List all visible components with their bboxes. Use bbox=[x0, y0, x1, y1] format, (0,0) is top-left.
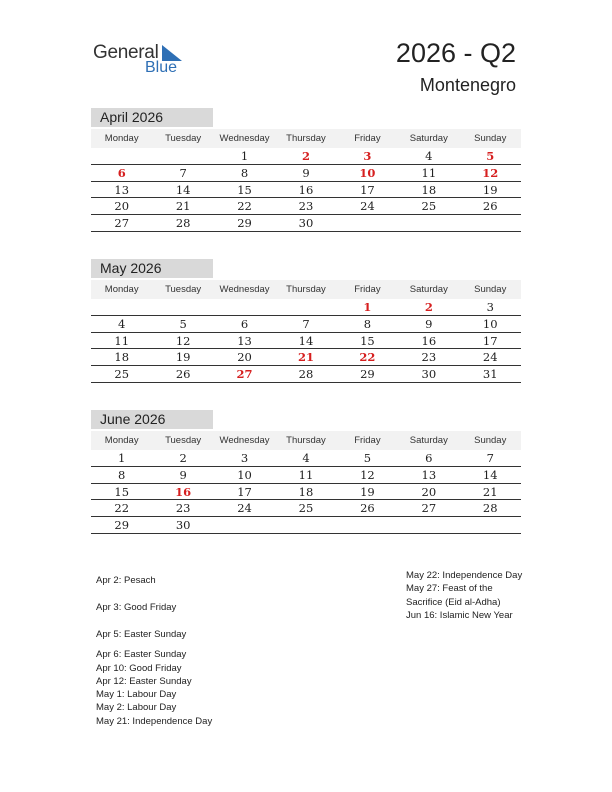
holiday-day-cell: 2 bbox=[424, 300, 433, 314]
day-cell: 5 bbox=[179, 316, 187, 331]
weekday-friday: Friday bbox=[354, 435, 381, 446]
day-cell: 24 bbox=[482, 350, 498, 365]
day-cell: 8 bbox=[118, 467, 126, 482]
empty-day-cell bbox=[91, 299, 152, 315]
weekday-friday: Friday bbox=[354, 284, 381, 295]
empty-day-cell bbox=[460, 517, 521, 533]
week-row bbox=[91, 198, 521, 215]
month-label: May 2026 bbox=[91, 259, 213, 278]
day-cell: 1 bbox=[118, 451, 126, 465]
week-row bbox=[91, 165, 521, 182]
week-grid bbox=[91, 148, 521, 232]
week-row bbox=[91, 349, 521, 366]
week-row bbox=[91, 299, 521, 316]
holiday-day-cell: 12 bbox=[482, 165, 499, 180]
day-cell: 19 bbox=[175, 350, 191, 365]
weekday-sunday: Sunday bbox=[474, 435, 507, 446]
day-cell: 12 bbox=[175, 333, 191, 348]
empty-day-cell bbox=[214, 517, 275, 533]
day-cell: 26 bbox=[482, 199, 498, 214]
holiday-day-cell: 27 bbox=[236, 367, 253, 382]
day-cell: 5 bbox=[363, 451, 372, 465]
day-cell: 7 bbox=[302, 316, 310, 331]
day-cell: 25 bbox=[421, 199, 437, 214]
day-cell: 3 bbox=[486, 300, 494, 314]
week-row bbox=[91, 500, 521, 517]
empty-day-cell bbox=[152, 299, 213, 315]
holiday-note: May 2: Labour Day bbox=[96, 702, 177, 714]
empty-day-cell bbox=[337, 215, 398, 231]
day-cell: 15 bbox=[237, 182, 252, 197]
logo-blue-text: Blue bbox=[145, 59, 178, 76]
day-cell: 22 bbox=[114, 501, 130, 516]
weekday-monday: Monday bbox=[104, 435, 139, 446]
day-cell: 4 bbox=[118, 316, 126, 331]
day-cell: 4 bbox=[425, 149, 433, 163]
day-cell: 31 bbox=[482, 367, 498, 382]
week-row bbox=[91, 484, 521, 501]
day-cell: 10 bbox=[482, 316, 498, 331]
week-row bbox=[91, 467, 521, 484]
holiday-day-cell: 5 bbox=[486, 149, 495, 163]
weekday-saturday: Saturday bbox=[409, 435, 448, 446]
day-cell: 11 bbox=[421, 165, 437, 180]
holiday-day-cell: 3 bbox=[363, 149, 372, 163]
empty-day-cell bbox=[275, 517, 336, 533]
day-cell: 17 bbox=[482, 333, 498, 348]
day-cell: 20 bbox=[114, 199, 130, 214]
day-cell: 22 bbox=[237, 199, 252, 214]
day-cell: 20 bbox=[421, 484, 437, 499]
holiday-note: Apr 2: Pesach bbox=[96, 575, 156, 586]
day-cell: 1 bbox=[240, 149, 249, 163]
day-cell: 2 bbox=[179, 451, 187, 465]
weekday-saturday: Saturday bbox=[409, 284, 448, 295]
day-cell: 23 bbox=[298, 199, 314, 214]
empty-day-cell bbox=[398, 215, 459, 231]
day-cell: 30 bbox=[298, 216, 314, 231]
week-row bbox=[91, 148, 521, 165]
day-cell: 29 bbox=[114, 518, 130, 533]
day-cell: 29 bbox=[360, 367, 375, 382]
day-cell: 28 bbox=[482, 501, 498, 516]
weekday-tuesday: Tuesday bbox=[165, 435, 202, 446]
day-cell: 25 bbox=[114, 367, 130, 382]
day-cell: 19 bbox=[482, 182, 498, 197]
day-cell: 8 bbox=[363, 316, 372, 331]
day-cell: 13 bbox=[421, 467, 437, 482]
day-cell: 24 bbox=[360, 199, 375, 214]
day-cell: 8 bbox=[240, 165, 249, 180]
day-cell: 9 bbox=[302, 165, 310, 180]
week-row bbox=[91, 450, 521, 467]
weekday-sunday: Sunday bbox=[474, 284, 507, 295]
holiday-notes-right bbox=[406, 569, 524, 622]
day-cell: 9 bbox=[425, 316, 433, 331]
holiday-note: Apr 10: Good Friday bbox=[96, 662, 182, 674]
holiday-note: Jun 16: Islamic New Year bbox=[406, 609, 513, 621]
weekday-thursday: Thursday bbox=[286, 284, 326, 295]
holiday-notes-left bbox=[96, 574, 286, 728]
day-cell: 13 bbox=[237, 333, 252, 348]
empty-day-cell bbox=[91, 148, 152, 164]
day-cell: 17 bbox=[237, 484, 252, 499]
weekday-wednesday: Wednesday bbox=[219, 435, 270, 446]
day-cell: 23 bbox=[175, 501, 191, 516]
day-cell: 27 bbox=[114, 216, 130, 231]
weekday-wednesday: Wednesday bbox=[219, 133, 270, 144]
day-cell: 18 bbox=[421, 182, 437, 197]
holiday-note: May 27: Feast of the Sacrifice (Eid al-Adha) bbox=[406, 583, 501, 608]
day-cell: 25 bbox=[298, 501, 314, 516]
weekday-header bbox=[91, 280, 521, 299]
weekday-tuesday: Tuesday bbox=[165, 133, 202, 144]
empty-day-cell bbox=[337, 517, 398, 533]
week-row bbox=[91, 517, 521, 534]
empty-day-cell bbox=[275, 299, 336, 315]
week-row bbox=[91, 316, 521, 333]
day-cell: 6 bbox=[425, 451, 433, 465]
day-cell: 17 bbox=[360, 182, 375, 197]
day-cell: 13 bbox=[114, 182, 130, 197]
weekday-monday: Monday bbox=[104, 133, 139, 144]
day-cell: 7 bbox=[486, 451, 494, 465]
week-grid bbox=[91, 299, 521, 383]
holiday-day-cell: 22 bbox=[359, 350, 376, 365]
day-cell: 21 bbox=[175, 199, 191, 214]
day-cell: 23 bbox=[421, 350, 437, 365]
day-cell: 9 bbox=[179, 467, 187, 482]
weekday-header bbox=[91, 431, 521, 450]
day-cell: 15 bbox=[114, 484, 130, 499]
day-cell: 30 bbox=[421, 367, 437, 382]
weekday-header bbox=[91, 129, 521, 148]
day-cell: 26 bbox=[360, 501, 375, 516]
day-cell: 27 bbox=[421, 501, 437, 516]
weekday-tuesday: Tuesday bbox=[165, 284, 202, 295]
day-cell: 12 bbox=[360, 467, 375, 482]
day-cell: 14 bbox=[175, 182, 191, 197]
holiday-note: May 1: Labour Day bbox=[96, 689, 177, 701]
holiday-note: May 21: Independence Day bbox=[96, 715, 213, 727]
day-cell: 28 bbox=[175, 216, 191, 231]
day-cell: 3 bbox=[240, 451, 249, 465]
holiday-note: Apr 12: Easter Sunday bbox=[96, 675, 192, 687]
weekday-saturday: Saturday bbox=[409, 133, 448, 144]
week-row bbox=[91, 215, 521, 232]
weekday-thursday: Thursday bbox=[286, 435, 326, 446]
day-cell: 21 bbox=[482, 484, 498, 499]
empty-day-cell bbox=[398, 517, 459, 533]
holiday-day-cell: 6 bbox=[117, 165, 126, 180]
empty-day-cell bbox=[214, 299, 275, 315]
holiday-note: Apr 3: Good Friday bbox=[96, 601, 177, 613]
holiday-day-cell: 10 bbox=[359, 165, 376, 180]
day-cell: 14 bbox=[298, 333, 314, 348]
month-label: June 2026 bbox=[91, 410, 213, 429]
weekday-friday: Friday bbox=[354, 133, 381, 144]
empty-day-cell bbox=[152, 148, 213, 164]
day-cell: 30 bbox=[175, 518, 191, 533]
holiday-day-cell: 16 bbox=[175, 484, 192, 499]
weekday-wednesday: Wednesday bbox=[219, 284, 270, 295]
holiday-note: Apr 5: Easter Sunday bbox=[96, 628, 187, 640]
day-cell: 16 bbox=[298, 182, 314, 197]
empty-day-cell bbox=[460, 215, 521, 231]
week-row bbox=[91, 333, 521, 350]
holiday-note: Apr 6: Easter Sunday bbox=[96, 649, 187, 661]
holiday-day-cell: 1 bbox=[363, 300, 372, 314]
day-cell: 19 bbox=[360, 484, 375, 499]
day-cell: 10 bbox=[237, 467, 252, 482]
week-row bbox=[91, 182, 521, 199]
weekday-thursday: Thursday bbox=[286, 133, 326, 144]
day-cell: 7 bbox=[179, 165, 187, 180]
country-name: Montenegro bbox=[419, 75, 516, 95]
holiday-note: May 22: Independence Day bbox=[406, 570, 523, 581]
day-cell: 6 bbox=[240, 316, 249, 331]
day-cell: 28 bbox=[298, 367, 314, 382]
weekday-monday: Monday bbox=[104, 284, 139, 295]
day-cell: 20 bbox=[237, 350, 252, 365]
weekday-sunday: Sunday bbox=[474, 133, 507, 144]
logo-general-text: General bbox=[93, 42, 159, 63]
day-cell: 18 bbox=[298, 484, 314, 499]
week-grid bbox=[91, 450, 521, 534]
holiday-day-cell: 2 bbox=[301, 149, 310, 163]
day-cell: 16 bbox=[421, 333, 437, 348]
day-cell: 18 bbox=[114, 350, 130, 365]
month-label: April 2026 bbox=[91, 108, 213, 127]
day-cell: 24 bbox=[237, 501, 252, 516]
day-cell: 11 bbox=[298, 467, 314, 482]
day-cell: 29 bbox=[237, 216, 252, 231]
day-cell: 26 bbox=[175, 367, 191, 382]
page-title: 2026 - Q2 bbox=[395, 38, 516, 68]
day-cell: 11 bbox=[114, 333, 130, 348]
week-row bbox=[91, 366, 521, 383]
day-cell: 4 bbox=[302, 451, 310, 465]
day-cell: 14 bbox=[482, 467, 498, 482]
generalblue-logo bbox=[93, 42, 193, 82]
holiday-day-cell: 21 bbox=[297, 350, 314, 365]
day-cell: 15 bbox=[360, 333, 375, 348]
